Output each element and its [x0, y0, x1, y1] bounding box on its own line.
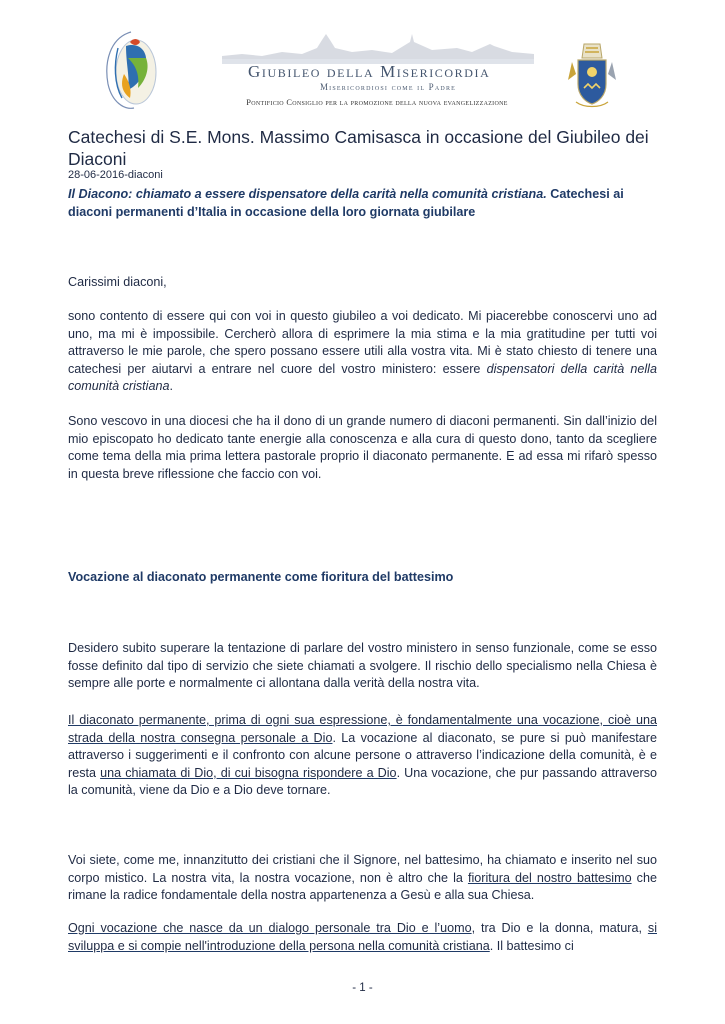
p6-mid: , tra Dio e la donna, matura,: [471, 921, 648, 935]
section-heading: Vocazione al diaconato permanente come fioritura del battesimo: [68, 570, 454, 584]
paragraph-4: [68, 712, 657, 800]
document-title: Catechesi di S.E. Mons. Massimo Camisasca in occasione del Giubileo dei Diaconi: [68, 127, 649, 169]
banner-title: Giubileo della Misericordia: [248, 62, 491, 81]
banner-motto: Misericordiosi come il Padre: [319, 82, 457, 92]
p6-end: . Il battesimo ci: [489, 938, 574, 953]
greeting: Carissimi diaconi,: [68, 275, 167, 289]
paragraph-5: [68, 852, 657, 905]
p5-end: che rimane la radice fondamentale della nostra appartenenza a Gesù e alla sua Chiesa.: [68, 870, 657, 903]
page-number: - 1 -: [352, 982, 373, 994]
document-meta: 28-06-2016-diaconi: [68, 169, 163, 181]
p6-underline-2: si sviluppa e si compie nell'introduzione della persona nella comunità cristiana: [68, 921, 657, 953]
rome-skyline-image: [222, 30, 534, 64]
papal-coat-of-arms: [566, 40, 618, 110]
subtitle-italic: Il Diacono: chiamato a essere dispensatore della carità nella comunità cristiana.: [68, 187, 547, 201]
p5-underline: fioritura del nostro battesimo: [467, 870, 632, 885]
paragraph-1: [68, 308, 657, 396]
paragraph-6: [68, 920, 657, 955]
banner-council: Pontificio Consiglio per la promozione della nuova evangelizzazione: [246, 98, 508, 107]
paragraph-3: Desidero subito superare la tentazione di parlare del vostro ministero in senso funzionale, come se esso fosse definito dal tipo di servizio che siete chiamati a svolgere. Il rischio dello specialismo nella Chiesa è sempre alle porte e normalmente ci allontana dalla verità della nostra vita.: [68, 641, 657, 691]
p4-mid: . La vocazione al diaconato, se pure si può manifestare attraverso i suggerimenti e il confronto con alcune persone o attraverso l’indicazione della comunità, è e resta: [68, 730, 657, 780]
paragraph-2: Sono vescovo in una diocesi che ha il dono di un grande numero di diaconi permanenti. Sin dall’inizio del mio episcopato ho dedicato tante energie alla conoscenza e alla cura di questo dono, tanto da scegliere come tema della mia prima lettera pastorale proprio il diaconato permanente. E ad essa mi rifarò spesso in questa breve riflessione che faccio con voi.: [68, 414, 657, 481]
p1-end: .: [169, 379, 173, 394]
p5-text: Voi siete, come me, innanzitutto dei cristiani che il Signore, nel battesimo, ha chiamato e inserito nel suo corpo mistico. La nostra vita, la nostra vocazione, non è altro che la: [68, 853, 657, 885]
document-subtitle: [68, 186, 658, 221]
jubilee-logo: [100, 28, 162, 112]
jubilee-banner: [222, 30, 534, 110]
p6-underline-1: Ogni vocazione che nasce da un dialogo personale tra Dio e l’uomo: [68, 921, 472, 935]
p4-end: . Una vocazione, che pur passando attraverso la comunità, viene da Dio e a Dio deve tornare.: [68, 765, 657, 798]
subtitle-rest: Catechesi ai diaconi permanenti d’Italia in occasione della loro giornata giubilare: [68, 187, 624, 219]
p1-italic: dispensatori della carità nella comunità cristiana: [68, 361, 657, 394]
p1-text: sono contento di essere qui con voi in questo giubileo a voi dedicato. Mi piacerebbe conoscervi uno ad uno, ma mi è impossibile. Cercherò allora di esprimere la mia stima e la mia gratitudine per tutti voi attraverso le mie parole, che spero possano essere utili alla vostra vita. Mi è stato chiesto di tenere una catechesi per aiutarvi a entrare nel cuore del vostro ministero: essere: [68, 309, 657, 376]
p4-underline-1: Il diaconato permanente, prima di ogni sua espressione, è fondamentalmente una vocazione, cioè una strada della nostra consegna personale a Dio: [68, 713, 657, 745]
p4-underline-2: una chiamata di Dio, di cui bisogna rispondere a Dio: [100, 765, 397, 780]
